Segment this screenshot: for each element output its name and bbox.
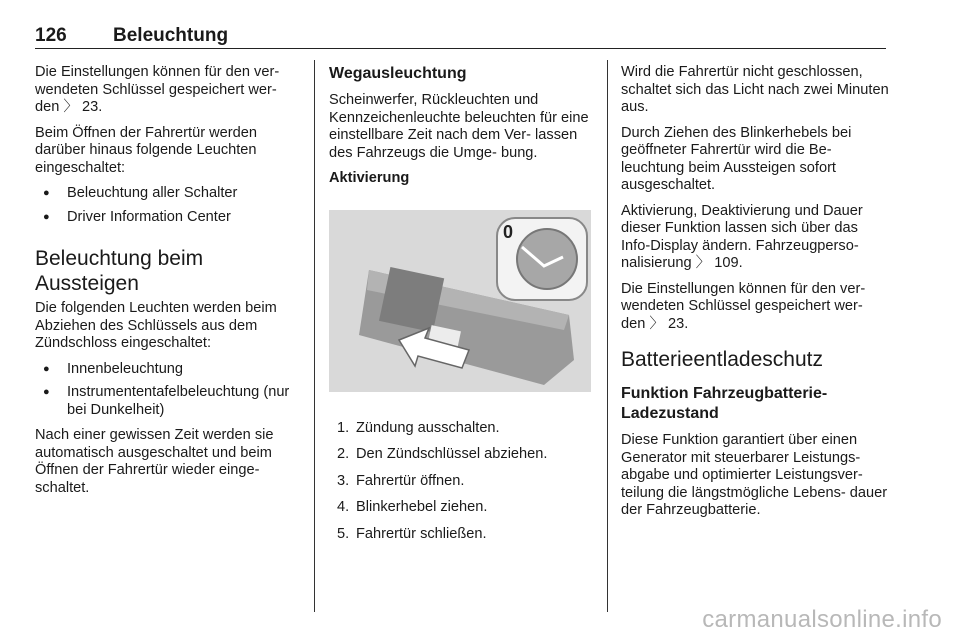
list-item: ● Innenbeleuchtung: [35, 361, 303, 379]
step-list: [329, 420, 591, 544]
paragraph: Die Einstellungen können für den ver- wendeten Schlüssel gespeichert wer- den 〉 23.: [35, 64, 280, 115]
subsection-heading: Funktion Fahrzeugbatterie- Ladezustand: [621, 385, 828, 422]
step-number: 3.: [337, 472, 350, 489]
paragraph: Beim Öffnen der Fahrertür werden darüber hinaus folgende Leuchten eingeschaltet:: [35, 124, 257, 176]
step-text: Zündung ausschalten.: [356, 419, 500, 436]
paragraph: Wird die Fahrertür nicht geschlossen, schaltet sich das Licht nach zwei Minuten aus.: [621, 64, 889, 115]
subsection-heading: Wegausleuchtung: [329, 65, 467, 82]
figure-label: 0: [503, 221, 514, 242]
column-divider: [314, 60, 315, 612]
list-item: [337, 420, 591, 438]
paragraph: Durch Ziehen des Blinkerhebels bei geöffneter Fahrertür wird die Be- leuchtung beim Aussteigen sofort ausgeschaltet.: [621, 124, 852, 193]
paragraph: Die folgenden Leuchten werden beim Abziehen des Schlüssels aus dem Zündschloss eingeschaltet:: [35, 300, 277, 351]
section-heading: Batterieentladeschutz: [621, 348, 823, 371]
column-right: [621, 64, 891, 528]
procedure-heading: Aktivierung: [329, 170, 410, 186]
step-text: Fahrertür schließen.: [356, 525, 487, 542]
paragraph: Diese Funktion garantiert über einen Generator mit steuerbarer Leistungs- abgabe und optimierter Leistungsver- teilung die längstmögliche Lebens- dauer der Fahrzeugbatterie.: [621, 432, 888, 518]
paragraph: Die Einstellungen können für den ver- wendeten Schlüssel gespeichert wer- den 〉 23.: [621, 280, 866, 332]
list-item: ● Driver Information Center: [35, 209, 303, 227]
section-title: Beleuchtung: [113, 25, 229, 46]
list-item: [337, 499, 591, 517]
step-text: Den Zündschlüssel abziehen.: [356, 446, 548, 462]
step-number: 2.: [337, 446, 350, 462]
step-text: Fahrertür öffnen.: [356, 472, 465, 489]
column-middle: [329, 64, 591, 552]
step-number: 5.: [337, 525, 350, 542]
step-number: 4.: [337, 499, 350, 515]
step-text: Blinkerhebel ziehen.: [356, 499, 488, 515]
list-item: [337, 473, 591, 491]
turn-signal-lever-icon: [329, 210, 591, 392]
lever-illustration: [329, 210, 591, 392]
paragraph: Scheinwerfer, Rückleuchten und Kennzeichenleuchte beleuchten für eine einstellbare Zeit nach dem Ver- lassen des Fahrzeugs die Umge- bung.: [329, 92, 589, 161]
bullet-list: [35, 185, 303, 226]
page-number: 126: [35, 25, 67, 46]
list-item: ● Instrumententafelbeleuchtung (nur bei Dunkelheit): [35, 384, 303, 419]
paragraph: Aktivierung, Deaktivierung und Dauer dieser Funktion lassen sich über das Info-Display ändern. Fahrzeugperso- nalisierung 〉 109.: [621, 202, 863, 271]
column-left: [35, 64, 303, 505]
paragraph: Nach einer gewissen Zeit werden sie automatisch ausgeschaltet und beim Öffnen der Fahrertür wieder einge- schaltet.: [35, 427, 274, 496]
list-item: [337, 526, 591, 544]
bullet-list: [35, 361, 303, 420]
list-item: ● Beleuchtung aller Schalter: [35, 185, 303, 203]
page-header: [35, 22, 886, 49]
watermark: carmanualsonline.info: [702, 606, 942, 633]
column-divider: [607, 60, 608, 612]
list-item: [337, 446, 591, 464]
section-heading: Beleuchtung beim Aussteigen: [35, 247, 204, 295]
step-number: 1.: [337, 419, 350, 436]
